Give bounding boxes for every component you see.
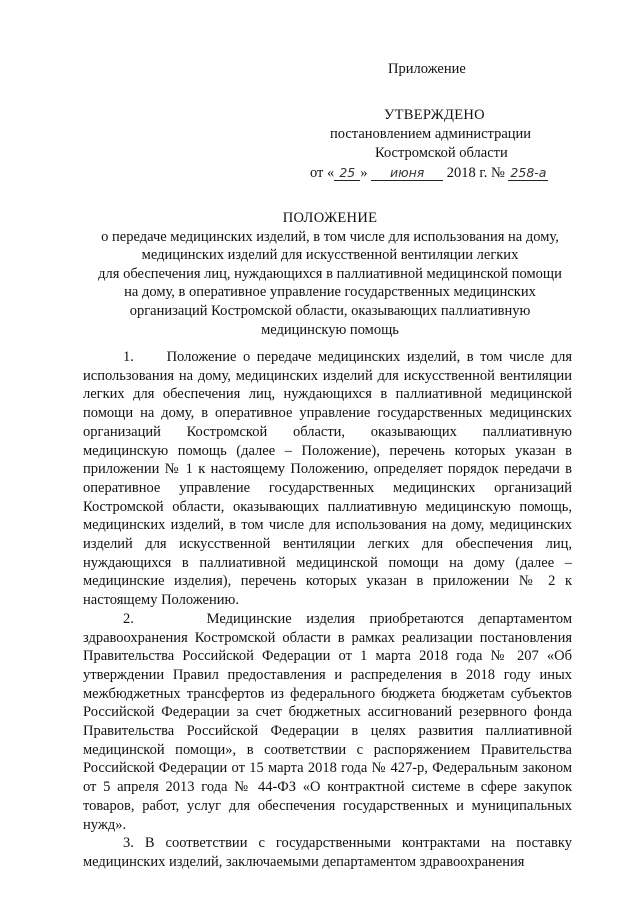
document-title bbox=[80, 209, 580, 339]
title-line: на дому, в оперативное управление государственных медицинских bbox=[124, 284, 536, 301]
title-heading: ПОЛОЖЕНИЕ bbox=[282, 210, 378, 226]
document-body bbox=[83, 348, 572, 872]
approval-date-line bbox=[310, 164, 548, 183]
paragraph-3: 3. В соответствии с государственными контрактами на поставку медицинских изделий, заключаемыми департаментом здравоохранения bbox=[83, 835, 572, 870]
appendix-label: Приложение bbox=[388, 61, 466, 77]
date-mid: » bbox=[360, 165, 368, 181]
title-line: для обеспечения лиц, нуждающихся в паллиативной медицинской помощи bbox=[98, 265, 562, 282]
document-number: 258-а bbox=[510, 165, 547, 180]
approval-authority-line2: Костромской области bbox=[375, 145, 508, 161]
date-month: июня bbox=[371, 165, 443, 181]
date-day: 25 bbox=[334, 165, 360, 181]
date-prefix: от « bbox=[310, 165, 335, 181]
title-line: медицинскую помощь bbox=[261, 321, 399, 338]
title-line: медицинских изделий для искусственной вентиляции легких bbox=[141, 247, 519, 264]
date-year: 2018 г. № bbox=[446, 165, 505, 181]
title-line: о передаче медицинских изделий, в том числе для использования на дому, bbox=[101, 228, 559, 245]
paragraph-2: 2. Медицинские изделия приобретаются департаментом здравоохранения Костромской области в рамках реализации постановления Правительства Российской Федерации от 1 марта 2018 года № 207 «Об утверждении Правил предоставления и распределения в 2018 году иных межбюджетных трансфертов из федерального бюджета бюджетам субъектов Российской Федерации за счет бюджетных ассигнований резервного фонда Правительства Российской Федерации в целях развития паллиативной медицинской помощи», в соответствии с распоряжением Правительства Российской Федерации от 15 марта 2018 года № 427-р, Федеральным законом от 5 апреля 2013 года № 44-ФЗ «О контрактной системе в сфере закупок товаров, работ, услуг для обеспечения государственных и муниципальных нужд». bbox=[83, 610, 572, 833]
approved-label: УТВЕРЖДЕНО bbox=[384, 107, 485, 123]
approval-authority-line1: постановлением администрации bbox=[330, 126, 532, 142]
title-line: организаций Костромской области, оказывающих паллиативную bbox=[129, 302, 531, 319]
paragraph-1: 1. Положение о передаче медицинских изделий, в том числе для использования на дому, медицинских изделий для искусственной вентиляции легких для обеспечения лиц, нуждающихся в паллиативной медицинской помощи на дому, в оперативное управление государственных медицинских организаций Костромской области, оказывающих паллиативную медицинскую помощь (далее – Положение), перечень которых указан в приложении № 1 к настоящему Положению, определяет порядок передачи в оперативное управление государственных медицинских организаций Костромской области, оказывающих паллиативную медицинскую помощь, медицинских изделий, в том числе для использования на дому, медицинских изделий для искусственной вентиляции легких для обеспечения лиц, нуждающихся в паллиативной медицинской помощи на дому (далее – медицинские изделия), перечень которых указан в приложении № 2 к настоящему Положению. bbox=[83, 349, 572, 609]
